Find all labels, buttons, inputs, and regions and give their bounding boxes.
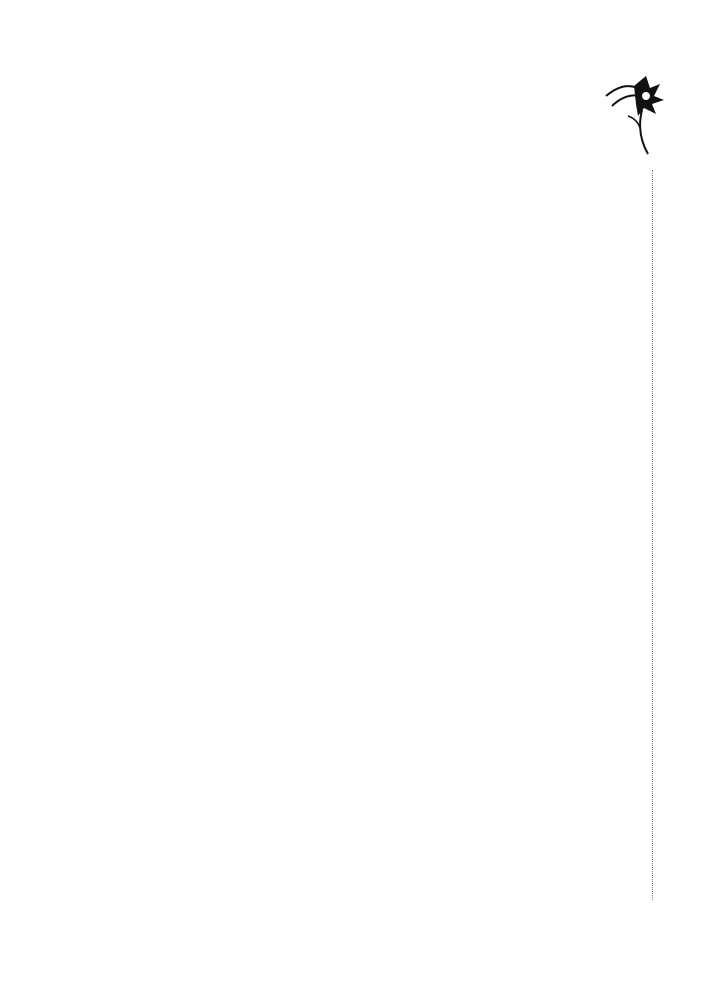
body-text — [56, 118, 608, 134]
watermark — [668, 878, 704, 988]
orchid-ornament-icon — [598, 66, 668, 156]
margin-dotted-rule — [652, 170, 653, 900]
